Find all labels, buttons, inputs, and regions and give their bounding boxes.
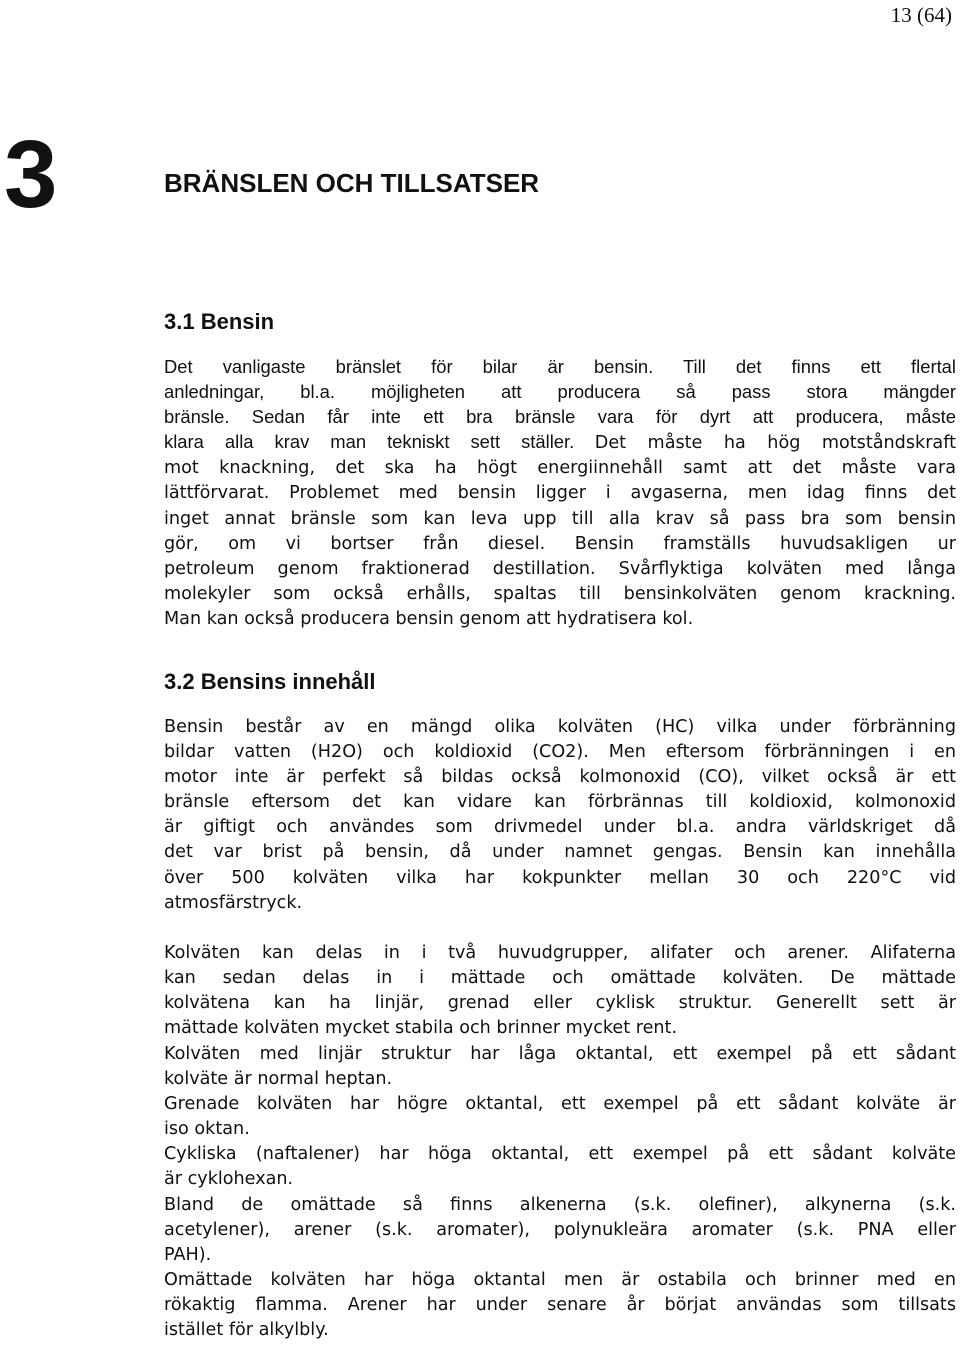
section-title-bensins-innehall: 3.2 Bensins innehåll (164, 669, 376, 694)
paragraph-innehall-7 (164, 1268, 956, 1343)
text-line: rökaktig flamma. Arener har under senare år börjat användas som tillsats (164, 1295, 956, 1316)
text-line: över 500 kolväten vilka har kokpunkter mellan 30 och 220°C vid (164, 867, 956, 888)
text-line: bildar vatten (H2O) och koldioxid (CO2). Men eftersom förbränningen i en (164, 742, 956, 763)
text-line: Man kan också producera bensin genom att hydratisera kol. (164, 608, 694, 629)
text-segment: Det måste ha hög motståndskraft (594, 433, 956, 454)
text-line: anledningar, bl.a. möjligheten att producera så pass stora mängder (164, 381, 956, 403)
paragraph-innehall-2 (164, 941, 956, 1041)
text-line: Kolväten med linjär struktur har låga oktantal, ett exempel på ett sådant (164, 1044, 956, 1064)
text-line: iso oktan. (164, 1119, 250, 1140)
text-line: är giftigt och användes som drivmedel under bl.a. andra världskriget då (164, 817, 956, 838)
text-line: kolvätena kan ha linjär, grenad eller cyklisk struktur. Generellt sett är (164, 993, 956, 1014)
text-line: Bensin består av en mängd olika kolväten (HC) vilka under förbränning (164, 717, 956, 737)
text-line: Bland de omättade så finns alkenerna (s.k. olefiner), alkynerna (s.k. (164, 1195, 956, 1215)
text-line (164, 429, 956, 456)
text-line: kolväte är normal heptan. (164, 1069, 393, 1090)
text-line: Cykliska (naftalener) har höga oktantal, ett exempel på ett sådant kolväte (164, 1144, 956, 1164)
paragraph-innehall-6 (164, 1193, 956, 1268)
text-line: Det vanligaste bränslet för bilar är bensin. Till det finns ett flertal (164, 356, 956, 377)
text-line: bränsle. Sedan får inte ett bra bränsle vara för dyrt att producera, måste (164, 406, 956, 428)
page-number: 13 (64) (890, 3, 952, 27)
text-line: gör, om vi bortser från diesel. Bensin framställs huvudsakligen ur (164, 533, 956, 554)
text-line: bränsle eftersom det kan vidare kan förbrännas till koldioxid, kolmonoxid (164, 792, 956, 813)
text-line: motor inte är perfekt så bildas också kolmonoxid (CO), vilket också är ett (164, 767, 956, 788)
text-line: det var brist på bensin, då under namnet gengas. Bensin kan innehålla (164, 842, 956, 863)
text-segment: klara alla krav man tekniskt sett ställer. (164, 431, 575, 453)
text-line: PAH). (164, 1245, 212, 1266)
paragraph-bensin (164, 354, 956, 632)
text-line: mättade kolväten mycket stabila och brinner mycket rent. (164, 1018, 678, 1039)
text-line: acetylener), arener (s.k. aromater), polynukleära aromater (s.k. PNA eller (164, 1220, 956, 1241)
paragraph-innehall-1 (164, 715, 956, 916)
text-line: petroleum genom fraktionerad destillation. Svårflyktiga kolväten med långa (164, 558, 956, 579)
text-line: Kolväten kan delas in i två huvudgrupper, alifater och arener. Alifaterna (164, 943, 956, 963)
text-line: Omättade kolväten har höga oktantal men är ostabila och brinner med en (164, 1270, 956, 1290)
text-line: atmosfärstryck. (164, 892, 303, 913)
paragraph-innehall-4 (164, 1092, 956, 1142)
text-line: Grenade kolväten har högre oktantal, ett exempel på ett sådant kolväte är (164, 1094, 956, 1114)
paragraph-innehall-5 (164, 1142, 956, 1192)
paragraph-innehall-3 (164, 1042, 956, 1092)
text-line: inget annat bränsle som kan leva upp till alla krav så pass bra som bensin (164, 508, 956, 529)
text-line: istället för alkylbly. (164, 1320, 329, 1341)
text-line: mot knackning, det ska ha högt energiinnehåll samt att det måste vara (164, 458, 956, 479)
text-line: kan sedan delas in i mättade och omättade kolväten. De mättade (164, 968, 956, 989)
chapter-title: BRÄNSLEN OCH TILLSATSER (164, 168, 540, 198)
chapter-number: 3 (4, 121, 56, 228)
text-line: lättförvarat. Problemet med bensin ligger i avgaserna, men idag finns det (164, 483, 956, 504)
text-line: är cyklohexan. (164, 1169, 294, 1190)
section-title-bensin: 3.1 Bensin (164, 309, 275, 334)
text-line: molekyler som också erhålls, spaltas till bensinkolväten genom krackning. (164, 583, 956, 604)
